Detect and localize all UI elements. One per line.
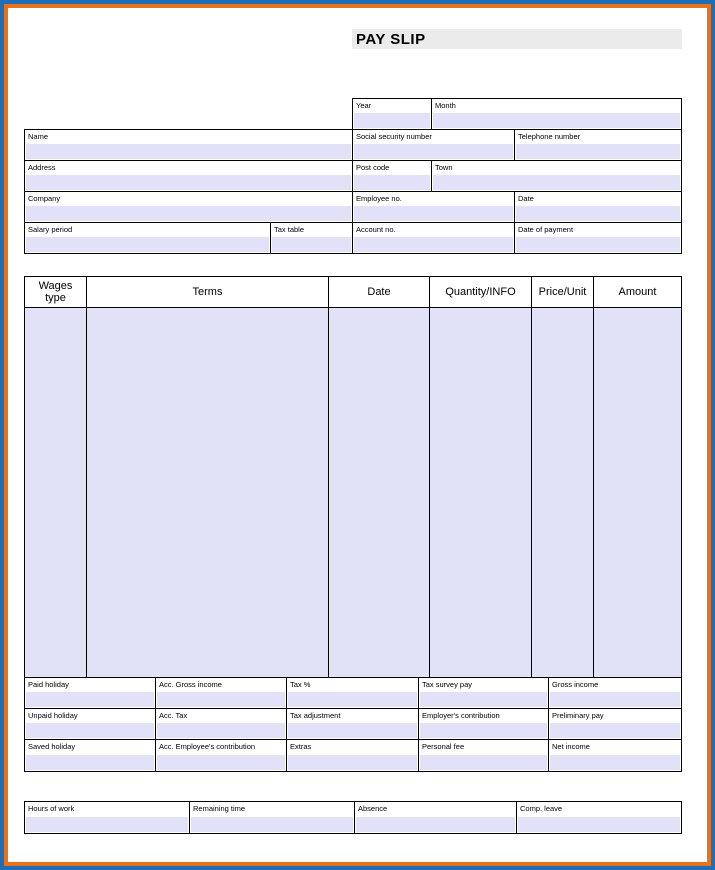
saved-holiday-field[interactable]: [24, 739, 156, 772]
tax-table-field[interactable]: [270, 222, 353, 254]
date-input[interactable]: [516, 206, 680, 221]
telephone-field[interactable]: [514, 129, 682, 161]
social-security-field[interactable]: [352, 129, 515, 161]
absence-field[interactable]: [354, 801, 517, 834]
name-field[interactable]: [24, 129, 353, 161]
quantity-label: Quantity/INFO: [445, 286, 516, 298]
name-input[interactable]: [26, 144, 351, 159]
column-header-amount: [593, 276, 682, 308]
column-header-quantity: [429, 276, 532, 308]
post-code-input[interactable]: [354, 175, 430, 190]
salary-period-input[interactable]: [26, 237, 269, 252]
acc-gross-income-field[interactable]: [155, 677, 287, 709]
acc-tax-label: Acc. Tax: [159, 711, 188, 720]
date-label: Date: [518, 194, 534, 203]
tax-adjustment-field[interactable]: [286, 708, 419, 740]
company-field[interactable]: [24, 191, 353, 223]
post-code-field[interactable]: [352, 160, 432, 192]
paid-holiday-input[interactable]: [26, 692, 154, 707]
terms-label: Terms: [192, 286, 223, 298]
tax-adjustment-input[interactable]: [288, 723, 417, 738]
hours-of-work-field[interactable]: [24, 801, 190, 834]
employers-contribution-field[interactable]: [418, 708, 549, 740]
gross-income-field[interactable]: [548, 677, 682, 709]
remaining-time-label: Remaining time: [193, 804, 246, 813]
unpaid-holiday-input[interactable]: [26, 723, 154, 738]
month-label: Month: [435, 101, 456, 110]
column-header-terms: [86, 276, 329, 308]
social-security-label: Social security number: [356, 132, 432, 141]
address-input[interactable]: [26, 175, 351, 190]
amount-label: Amount: [618, 286, 657, 298]
name-label: Name: [28, 132, 49, 141]
preliminary-pay-label: Preliminary pay: [552, 711, 604, 720]
acc-employees-contribution-field[interactable]: [155, 739, 287, 772]
salary-period-label: Salary period: [28, 225, 73, 234]
tax-percent-input[interactable]: [288, 692, 417, 707]
preliminary-pay-input[interactable]: [550, 723, 680, 738]
column-header-date: [328, 276, 430, 308]
employers-contribution-label: Employer's contribution: [422, 711, 500, 720]
terms-column[interactable]: [86, 307, 329, 678]
address-label: Address: [28, 163, 56, 172]
acc-employees-contribution-input[interactable]: [157, 755, 285, 770]
date-column[interactable]: [328, 307, 430, 678]
year-label: Year: [356, 101, 372, 110]
extras-label: Extras: [290, 742, 312, 751]
net-income-label: Net income: [552, 742, 590, 751]
net-income-input[interactable]: [550, 755, 680, 770]
account-no-label: Account no.: [356, 225, 396, 234]
personal-fee-field[interactable]: [418, 739, 549, 772]
acc-tax-field[interactable]: [155, 708, 287, 740]
preliminary-pay-field[interactable]: [548, 708, 682, 740]
personal-fee-label: Personal fee: [422, 742, 465, 751]
acc-gross-income-input[interactable]: [157, 692, 285, 707]
saved-holiday-input[interactable]: [26, 755, 154, 770]
date-field[interactable]: [514, 191, 682, 223]
hours-of-work-label: Hours of work: [28, 804, 75, 813]
year-input[interactable]: [354, 113, 430, 128]
date-column-label: Date: [367, 286, 391, 298]
tax-percent-field[interactable]: [286, 677, 419, 709]
price-unit-label: Price/Unit: [538, 286, 587, 298]
extras-field[interactable]: [286, 739, 419, 772]
amount-column[interactable]: [593, 307, 682, 678]
date-of-payment-field[interactable]: [514, 222, 682, 254]
quantity-column[interactable]: [429, 307, 532, 678]
gross-income-input[interactable]: [550, 692, 680, 707]
comp-leave-field[interactable]: [516, 801, 682, 834]
employee-no-field[interactable]: [352, 191, 515, 223]
hours-of-work-input[interactable]: [26, 817, 188, 832]
post-code-label: Post code: [356, 163, 390, 172]
address-field[interactable]: [24, 160, 353, 192]
column-header-price-unit: [531, 276, 594, 308]
town-label: Town: [435, 163, 453, 172]
town-input[interactable]: [433, 175, 680, 190]
acc-employees-contribution-label: Acc. Employee's contribution: [159, 742, 256, 751]
town-field[interactable]: [431, 160, 682, 192]
paid-holiday-label: Paid holiday: [28, 680, 69, 689]
salary-period-field[interactable]: [24, 222, 271, 254]
unpaid-holiday-field[interactable]: [24, 708, 156, 740]
comp-leave-label: Comp. leave: [520, 804, 563, 813]
absence-input[interactable]: [356, 817, 515, 832]
remaining-time-field[interactable]: [189, 801, 355, 834]
tax-survey-pay-input[interactable]: [420, 692, 547, 707]
gross-income-label: Gross income: [552, 680, 599, 689]
month-input[interactable]: [433, 113, 680, 128]
tax-table-input[interactable]: [272, 237, 351, 252]
account-no-field[interactable]: [352, 222, 515, 254]
wages-type-column[interactable]: [24, 307, 87, 678]
wages-type-label: Wages type: [38, 280, 73, 304]
telephone-label: Telephone number: [518, 132, 581, 141]
unpaid-holiday-label: Unpaid holiday: [28, 711, 78, 720]
price-unit-column[interactable]: [531, 307, 594, 678]
tax-percent-label: Tax %: [290, 680, 311, 689]
comp-leave-input[interactable]: [518, 817, 680, 832]
social-security-input[interactable]: [354, 144, 513, 159]
remaining-time-input[interactable]: [191, 817, 353, 832]
company-input[interactable]: [26, 206, 351, 221]
column-header-wages-type: [24, 276, 87, 308]
acc-tax-input[interactable]: [157, 723, 285, 738]
absence-label: Absence: [358, 804, 388, 813]
year-field[interactable]: [352, 98, 432, 130]
account-no-input[interactable]: [354, 237, 513, 252]
telephone-input[interactable]: [516, 144, 680, 159]
tax-survey-pay-field[interactable]: [418, 677, 549, 709]
date-of-payment-input[interactable]: [516, 237, 680, 252]
company-label: Company: [28, 194, 61, 203]
net-income-field[interactable]: [548, 739, 682, 772]
paid-holiday-field[interactable]: [24, 677, 156, 709]
employers-contribution-input[interactable]: [420, 723, 547, 738]
tax-adjustment-label: Tax adjustment: [290, 711, 341, 720]
extras-input[interactable]: [288, 755, 417, 770]
saved-holiday-label: Saved holiday: [28, 742, 76, 751]
date-of-payment-label: Date of payment: [518, 225, 574, 234]
acc-gross-income-label: Acc. Gross income: [159, 680, 222, 689]
employee-no-label: Employee no.: [356, 194, 402, 203]
tax-survey-pay-label: Tax survey pay: [422, 680, 473, 689]
tax-table-label: Tax table: [274, 225, 305, 234]
employee-no-input[interactable]: [354, 206, 513, 221]
page-title: PAY SLIP: [356, 31, 426, 48]
personal-fee-input[interactable]: [420, 755, 547, 770]
month-field[interactable]: [431, 98, 682, 130]
